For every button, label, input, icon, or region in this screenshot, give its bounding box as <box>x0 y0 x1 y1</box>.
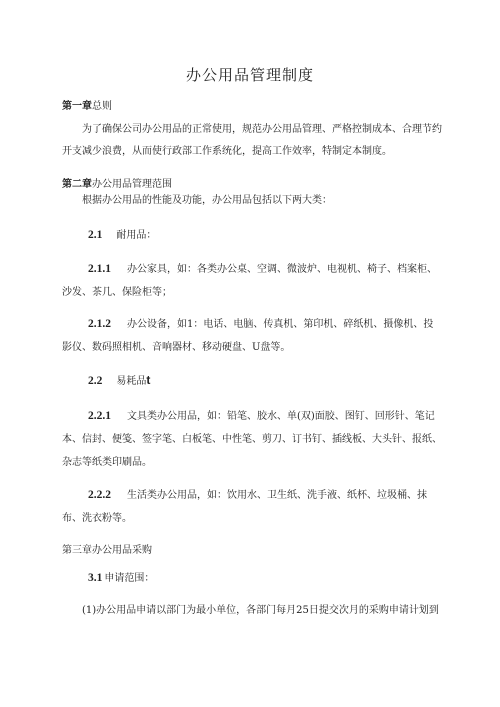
section-2-1-2 <box>62 313 442 359</box>
section-2-1-number: 2.1 <box>88 229 103 241</box>
section-2-2-2 <box>62 484 442 530</box>
section-2-2-number: 2.2 <box>88 375 103 387</box>
section-2-2-suffix: t <box>146 373 151 387</box>
section-2-1-heading <box>88 226 156 241</box>
chapter-1-paragraph: 为了确保公司办公用品的正常使用，规范办公用品管理、严格控制成本、合理节约开支减少浪费，从而使行政部工作系统化，提高工作效率，特制定本制度。 <box>62 124 442 157</box>
section-2-2-1 <box>62 405 442 474</box>
section-2-2-heading <box>88 372 150 387</box>
section-2-2-2-text: 生活类办公用品，如：饮用水、卫生纸、洗手液、纸杯、垃圾桶、抹布、洗衣粉等。 <box>62 490 427 524</box>
chapter-2-title: 办公用品管理范围 <box>92 179 172 190</box>
section-2-1-1 <box>62 258 442 304</box>
chapter-2-paragraph: 根据办公用品的性能及功能，办公用品包括以下两大类： <box>82 195 332 206</box>
section-2-2-1-text: 文具类办公用品，如：铅笔、胶水、单(双)面胶、图钉、回形针、笔记本、信封、便笺、签字笔、白板笔、中性笔、剪刀、订书钉、插线板、大头针、报纸、杂志等纸类印刷品。 <box>62 411 442 468</box>
section-3-1-number: 3.1 <box>88 572 103 584</box>
chapter-1-heading <box>62 97 112 112</box>
chapter-3-heading: 第三章办公用品采购 <box>62 545 152 556</box>
section-2-2-title: 易耗品 <box>116 376 147 387</box>
chapter-1-title: 总则 <box>92 101 112 112</box>
section-2-2-2-number: 2.2.2 <box>88 489 111 501</box>
section-2-1-1-text: 办公家具，如：各类办公桌、空调、微波炉、电视机、椅子、档案柜、沙发、茶几、保险柜等； <box>62 264 437 298</box>
chapter-2-heading <box>62 175 172 190</box>
section-3-1-title: 申请范围： <box>104 573 155 584</box>
document-title: 办公用品管理制度 <box>185 66 314 84</box>
section-2-1-2-number: 2.1.2 <box>88 318 111 330</box>
section-3-1-heading <box>88 569 154 584</box>
chapter-2-number: 第二章 <box>62 179 92 190</box>
item-1-paragraph: (1)办公用品申请以部门为最小单位，各部门每月25日提交次月的采购申请计划到 <box>82 605 439 616</box>
section-2-2-1-number: 2.2.1 <box>88 410 111 422</box>
section-2-1-2-text: 办公设备，如1：电话、电脑、传真机、第印机、碎纸机、摄像机、投影仪、数码照相机、音响器材、移动硬盘、U盘等。 <box>62 319 434 353</box>
section-2-1-title: 耐用品： <box>116 230 157 241</box>
section-2-1-1-number: 2.1.1 <box>88 263 111 275</box>
chapter-1-number: 第一章 <box>62 101 92 112</box>
